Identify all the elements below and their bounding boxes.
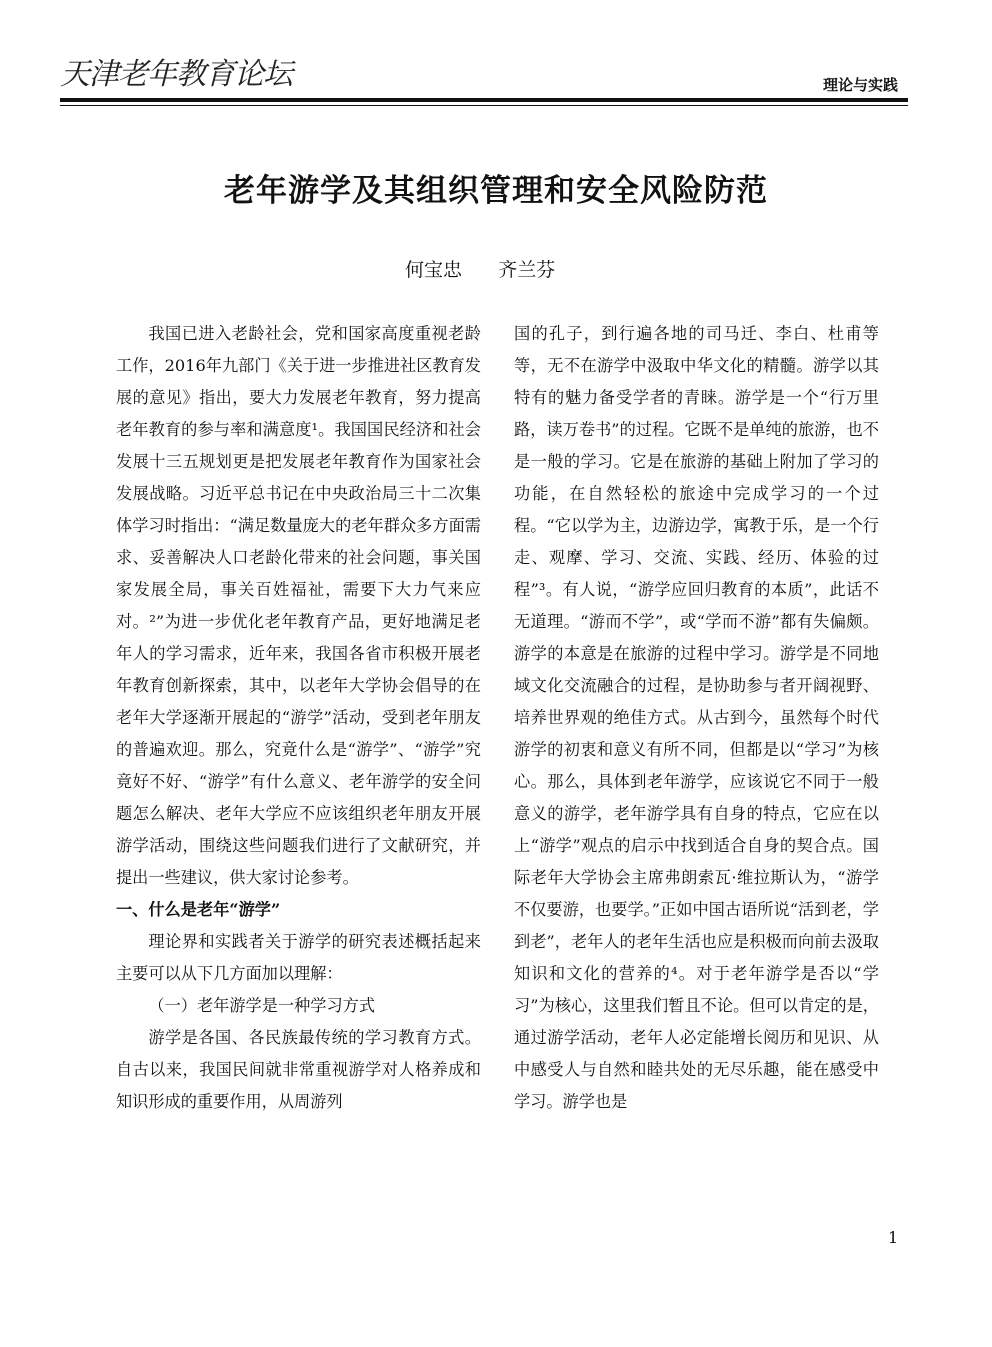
header-rule-thick: [60, 98, 908, 102]
page-number: 1: [888, 1228, 899, 1247]
authors: [405, 256, 555, 284]
body-paragraph: 游学是各国、各民族最传统的学习教育方式。自古以来，我国民间就非常重视游学对人格养成和知识形成的重要作用，从周游列: [116, 1028, 481, 1111]
journal-logo: 天津老年教育论坛: [60, 57, 292, 92]
header-rule-thin: [60, 105, 908, 106]
intro-paragraph: 我国已进入老龄社会，党和国家高度重视老龄工作，2016年九部门《关于进一步推进社区教育发展的意见》指出，要大力发展老年教育，努力提高老年教育的参与率和满意度¹。我国国民经济和社会发展十三五规划更是把发展老年教育作为国家社会发展战略。习近平总书记在中央政治局三十二次集体学习时指出：“满足数量庞大的老年群众多方面需求、妥善解决人口老龄化带来的社会问题，事关国家发展全局，事关百姓福祉，需要下大力气来应对。²”为进一步优化老年教育产品，更好地满足老年人的学习需求，近年来，我国各省市积极开展老年教育创新探索，其中，以老年大学协会倡导的在老年大学逐渐开展起的“游学”活动，受到老年朋友的普遍欢迎。那么，究竟什么是“游学”、“游学”究竟好不好、“游学”有什么意义、老年游学的安全问题怎么解决、老年大学应不应该组织老年朋友开展游学活动，围绕这些问题我们进行了文献研究，并提出一些建议，供大家讨论参考。: [116, 324, 481, 887]
section-heading: 一、什么是老年“游学”: [116, 900, 281, 919]
body-paragraph: 理论界和实践者关于游学的研究表述概括起来主要可以从下几方面加以理解：: [116, 932, 481, 983]
author-name: 何宝忠: [405, 259, 463, 281]
left-column: [116, 318, 481, 1118]
body-paragraph-continued: 国的孔子，到行遍各地的司马迁、李白、杜甫等等，无不在游学中汲取中华文化的精髓。游学以其特有的魅力备受学者的青睐。游学是一个“行万里路，读万卷书”的过程。它既不是单纯的旅游，也不是一般的学习。它是在旅游的基础上附加了学习的功能，在自然轻松的旅途中完成学习的一个过程。“它以学为主，边游边学，寓教于乐，是一个行走、观摩、学习、交流、实践、经历、体验的过程”³。有人说，“游学应回归教育的本质”，此话不无道理。“游而不学”，或“学而不游”都有失偏颇。游学的本意是在旅游的过程中学习。游学是不同地域文化交流融合的过程，是协助参与者开阔视野、培养世界观的绝佳方式。从古到今，虽然每个时代游学的初衷和意义有所不同，但都是以“学习”为核心。那么，具体到老年游学，应该说它不同于一般意义的游学，老年游学具有自身的特点，它应在以上“游学”观点的启示中找到适合自身的契合点。国际老年大学协会主席弗朗索瓦·维拉斯认为，“游学不仅要游，也要学。”正如中国古语所说“活到老，学到老”，老年人的老年生活也应是积极而向前去汲取知识和文化的营养的⁴。对于老年游学是否以“学习”为核心，这里我们暂且不论。但可以肯定的是，通过游学活动，老年人必定能增长阅历和见识、从中感受人与自然和睦共处的无尽乐趣，能在感受中学习。游学也是: [514, 324, 879, 1111]
author-name: 齐兰芬: [498, 259, 556, 281]
section-label: 理论与实践: [822, 76, 898, 94]
article-title: 老年游学及其组织管理和安全风险防范: [224, 173, 768, 209]
right-column: [514, 318, 879, 1118]
subsection-heading: （一）老年游学是一种学习方式: [148, 996, 376, 1015]
